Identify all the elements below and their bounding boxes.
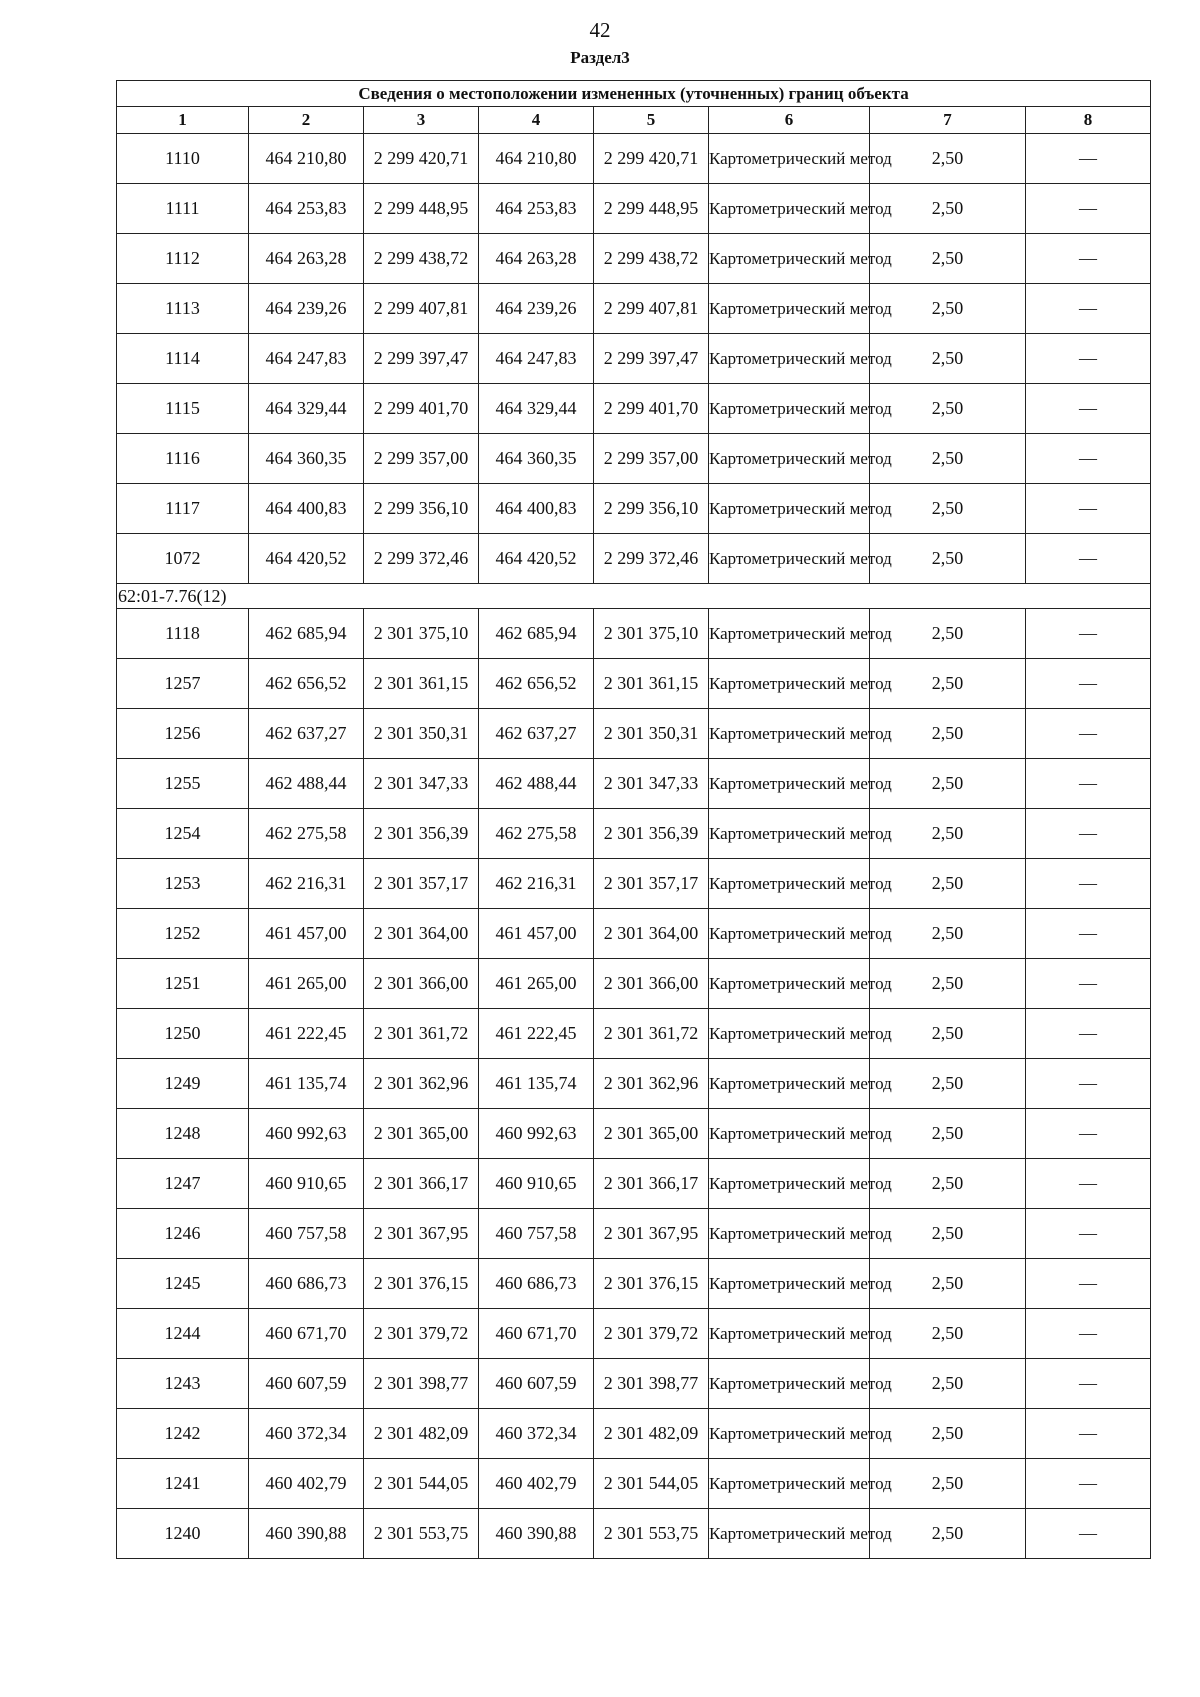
table-row	[117, 1359, 1151, 1409]
table-row	[117, 534, 1151, 584]
accuracy-cell: 2,50	[870, 234, 1026, 284]
accuracy-cell: 2,50	[870, 284, 1026, 334]
y-refined-cell: 2 301 366,17	[594, 1159, 709, 1209]
table-row	[117, 809, 1151, 859]
x-refined-cell: 464 263,28	[479, 234, 594, 284]
method-cell: Картометрический метод	[709, 1159, 870, 1209]
description-cell: —	[1026, 1059, 1151, 1109]
x-refined-cell: 464 360,35	[479, 434, 594, 484]
accuracy-cell: 2,50	[870, 434, 1026, 484]
x-existing-cell: 464 400,83	[249, 484, 364, 534]
x-existing-cell: 460 372,34	[249, 1409, 364, 1459]
method-cell: Картометрический метод	[709, 1459, 870, 1509]
y-refined-cell: 2 299 420,71	[594, 134, 709, 184]
column-header: 3	[364, 107, 479, 134]
description-cell: —	[1026, 1409, 1151, 1459]
y-refined-cell: 2 299 357,00	[594, 434, 709, 484]
accuracy-cell: 2,50	[870, 1459, 1026, 1509]
table-row	[117, 234, 1151, 284]
y-refined-cell: 2 299 448,95	[594, 184, 709, 234]
table-row	[117, 709, 1151, 759]
x-existing-cell: 464 247,83	[249, 334, 364, 384]
x-refined-cell: 462 488,44	[479, 759, 594, 809]
x-refined-cell: 464 247,83	[479, 334, 594, 384]
method-cell: Картометрический метод	[709, 759, 870, 809]
y-existing-cell: 2 299 372,46	[364, 534, 479, 584]
x-existing-cell: 460 671,70	[249, 1309, 364, 1359]
y-refined-cell: 2 301 375,10	[594, 609, 709, 659]
point-number-cell: 1245	[117, 1259, 249, 1309]
column-number-row	[117, 107, 1151, 134]
point-number-cell: 1111	[117, 184, 249, 234]
y-refined-cell: 2 299 372,46	[594, 534, 709, 584]
description-cell: —	[1026, 759, 1151, 809]
page-number: 42	[589, 18, 611, 42]
description-cell: —	[1026, 1159, 1151, 1209]
table-body	[117, 134, 1151, 1559]
accuracy-cell: 2,50	[870, 1009, 1026, 1059]
point-number-cell: 1250	[117, 1009, 249, 1059]
point-number-cell: 1255	[117, 759, 249, 809]
y-existing-cell: 2 301 362,96	[364, 1059, 479, 1109]
method-cell: Картометрический метод	[709, 1209, 870, 1259]
y-existing-cell: 2 301 366,00	[364, 959, 479, 1009]
x-existing-cell: 464 263,28	[249, 234, 364, 284]
section-title: Раздел3	[570, 48, 630, 67]
table-row	[117, 1509, 1151, 1559]
x-refined-cell: 462 275,58	[479, 809, 594, 859]
column-header: 6	[709, 107, 870, 134]
description-cell: —	[1026, 484, 1151, 534]
method-cell: Картометрический метод	[709, 659, 870, 709]
y-existing-cell: 2 301 379,72	[364, 1309, 479, 1359]
y-existing-cell: 2 301 364,00	[364, 909, 479, 959]
y-existing-cell: 2 299 401,70	[364, 384, 479, 434]
method-cell: Картометрический метод	[709, 234, 870, 284]
y-refined-cell: 2 301 364,00	[594, 909, 709, 959]
description-cell: —	[1026, 234, 1151, 284]
table-row	[117, 1109, 1151, 1159]
y-refined-cell: 2 301 366,00	[594, 959, 709, 1009]
x-existing-cell: 460 757,58	[249, 1209, 364, 1259]
x-existing-cell: 464 329,44	[249, 384, 364, 434]
accuracy-cell: 2,50	[870, 184, 1026, 234]
point-number-cell: 1116	[117, 434, 249, 484]
contour-group-row	[117, 584, 1151, 609]
description-cell: —	[1026, 1309, 1151, 1359]
point-number-cell: 1249	[117, 1059, 249, 1109]
accuracy-cell: 2,50	[870, 1159, 1026, 1209]
method-cell: Картометрический метод	[709, 809, 870, 859]
point-number-cell: 1248	[117, 1109, 249, 1159]
point-number-cell: 1072	[117, 534, 249, 584]
y-refined-cell: 2 301 361,15	[594, 659, 709, 709]
point-number-cell: 1252	[117, 909, 249, 959]
method-cell: Картометрический метод	[709, 384, 870, 434]
x-existing-cell: 460 992,63	[249, 1109, 364, 1159]
x-refined-cell: 461 222,45	[479, 1009, 594, 1059]
table-row	[117, 134, 1151, 184]
y-refined-cell: 2 299 397,47	[594, 334, 709, 384]
x-existing-cell: 464 210,80	[249, 134, 364, 184]
x-existing-cell: 464 420,52	[249, 534, 364, 584]
point-number-cell: 1113	[117, 284, 249, 334]
column-header: 7	[870, 107, 1026, 134]
x-refined-cell: 464 253,83	[479, 184, 594, 234]
y-existing-cell: 2 301 361,72	[364, 1009, 479, 1059]
x-existing-cell: 462 488,44	[249, 759, 364, 809]
description-cell: —	[1026, 909, 1151, 959]
accuracy-cell: 2,50	[870, 134, 1026, 184]
y-refined-cell: 2 301 356,39	[594, 809, 709, 859]
y-existing-cell: 2 301 365,00	[364, 1109, 479, 1159]
description-cell: —	[1026, 384, 1151, 434]
accuracy-cell: 2,50	[870, 759, 1026, 809]
accuracy-cell: 2,50	[870, 1409, 1026, 1459]
y-existing-cell: 2 299 356,10	[364, 484, 479, 534]
accuracy-cell: 2,50	[870, 1109, 1026, 1159]
y-refined-cell: 2 301 365,00	[594, 1109, 709, 1159]
column-header: 1	[117, 107, 249, 134]
method-cell: Картометрический метод	[709, 909, 870, 959]
column-header: 5	[594, 107, 709, 134]
description-cell: —	[1026, 534, 1151, 584]
description-cell: —	[1026, 609, 1151, 659]
x-refined-cell: 460 686,73	[479, 1259, 594, 1309]
y-refined-cell: 2 301 367,95	[594, 1209, 709, 1259]
y-refined-cell: 2 301 357,17	[594, 859, 709, 909]
x-refined-cell: 464 400,83	[479, 484, 594, 534]
x-refined-cell: 464 329,44	[479, 384, 594, 434]
x-refined-cell: 464 420,52	[479, 534, 594, 584]
method-cell: Картометрический метод	[709, 859, 870, 909]
point-number-cell: 1246	[117, 1209, 249, 1259]
table-row	[117, 1259, 1151, 1309]
table-row	[117, 1059, 1151, 1109]
x-refined-cell: 460 671,70	[479, 1309, 594, 1359]
method-cell: Картометрический метод	[709, 284, 870, 334]
point-number-cell: 1251	[117, 959, 249, 1009]
accuracy-cell: 2,50	[870, 609, 1026, 659]
x-existing-cell: 461 265,00	[249, 959, 364, 1009]
table-row	[117, 1159, 1151, 1209]
point-number-cell: 1240	[117, 1509, 249, 1559]
description-cell: —	[1026, 1209, 1151, 1259]
method-cell: Картометрический метод	[709, 1109, 870, 1159]
point-number-cell: 1242	[117, 1409, 249, 1459]
accuracy-cell: 2,50	[870, 484, 1026, 534]
point-number-cell: 1256	[117, 709, 249, 759]
table-row	[117, 1009, 1151, 1059]
x-existing-cell: 462 637,27	[249, 709, 364, 759]
x-refined-cell: 460 390,88	[479, 1509, 594, 1559]
x-refined-cell: 460 910,65	[479, 1159, 594, 1209]
y-refined-cell: 2 301 553,75	[594, 1509, 709, 1559]
boundary-coordinates-table	[116, 80, 1151, 1559]
column-header: 8	[1026, 107, 1151, 134]
x-existing-cell: 460 686,73	[249, 1259, 364, 1309]
description-cell: —	[1026, 1459, 1151, 1509]
x-existing-cell: 460 390,88	[249, 1509, 364, 1559]
description-cell: —	[1026, 1109, 1151, 1159]
accuracy-cell: 2,50	[870, 1209, 1026, 1259]
x-existing-cell: 464 253,83	[249, 184, 364, 234]
accuracy-cell: 2,50	[870, 659, 1026, 709]
method-cell: Картометрический метод	[709, 434, 870, 484]
table-row	[117, 609, 1151, 659]
method-cell: Картометрический метод	[709, 534, 870, 584]
method-cell: Картометрический метод	[709, 1309, 870, 1359]
y-refined-cell: 2 299 401,70	[594, 384, 709, 434]
x-existing-cell: 462 656,52	[249, 659, 364, 709]
x-refined-cell: 462 216,31	[479, 859, 594, 909]
description-cell: —	[1026, 1009, 1151, 1059]
x-refined-cell: 460 757,58	[479, 1209, 594, 1259]
table-row	[117, 384, 1151, 434]
method-cell: Картометрический метод	[709, 1359, 870, 1409]
y-refined-cell: 2 301 482,09	[594, 1409, 709, 1459]
y-refined-cell: 2 301 347,33	[594, 759, 709, 809]
method-cell: Картометрический метод	[709, 1059, 870, 1109]
accuracy-cell: 2,50	[870, 809, 1026, 859]
table-row	[117, 184, 1151, 234]
x-refined-cell: 461 135,74	[479, 1059, 594, 1109]
x-refined-cell: 464 210,80	[479, 134, 594, 184]
description-cell: —	[1026, 709, 1151, 759]
x-existing-cell: 462 685,94	[249, 609, 364, 659]
accuracy-cell: 2,50	[870, 1509, 1026, 1559]
method-cell: Картометрический метод	[709, 134, 870, 184]
y-existing-cell: 2 301 398,77	[364, 1359, 479, 1409]
point-number-cell: 1241	[117, 1459, 249, 1509]
point-number-cell: 1244	[117, 1309, 249, 1359]
description-cell: —	[1026, 334, 1151, 384]
point-number-cell: 1112	[117, 234, 249, 284]
table-row	[117, 859, 1151, 909]
point-number-cell: 1243	[117, 1359, 249, 1409]
x-existing-cell: 462 275,58	[249, 809, 364, 859]
method-cell: Картометрический метод	[709, 709, 870, 759]
y-existing-cell: 2 299 438,72	[364, 234, 479, 284]
accuracy-cell: 2,50	[870, 959, 1026, 1009]
x-existing-cell: 464 360,35	[249, 434, 364, 484]
method-cell: Картометрический метод	[709, 1259, 870, 1309]
method-cell: Картометрический метод	[709, 609, 870, 659]
method-cell: Картометрический метод	[709, 484, 870, 534]
point-number-cell: 1114	[117, 334, 249, 384]
table-row	[117, 759, 1151, 809]
y-existing-cell: 2 301 366,17	[364, 1159, 479, 1209]
accuracy-cell: 2,50	[870, 334, 1026, 384]
description-cell: —	[1026, 1509, 1151, 1559]
y-existing-cell: 2 299 448,95	[364, 184, 479, 234]
accuracy-cell: 2,50	[870, 1259, 1026, 1309]
point-number-cell: 1115	[117, 384, 249, 434]
y-refined-cell: 2 301 362,96	[594, 1059, 709, 1109]
y-existing-cell: 2 301 376,15	[364, 1259, 479, 1309]
x-refined-cell: 464 239,26	[479, 284, 594, 334]
x-refined-cell: 461 457,00	[479, 909, 594, 959]
table-row	[117, 1459, 1151, 1509]
accuracy-cell: 2,50	[870, 1309, 1026, 1359]
method-cell: Картометрический метод	[709, 334, 870, 384]
point-number-cell: 1253	[117, 859, 249, 909]
y-refined-cell: 2 299 438,72	[594, 234, 709, 284]
method-cell: Картометрический метод	[709, 959, 870, 1009]
accuracy-cell: 2,50	[870, 859, 1026, 909]
description-cell: —	[1026, 134, 1151, 184]
accuracy-cell: 2,50	[870, 709, 1026, 759]
y-existing-cell: 2 301 367,95	[364, 1209, 479, 1259]
y-refined-cell: 2 301 398,77	[594, 1359, 709, 1409]
x-refined-cell: 462 685,94	[479, 609, 594, 659]
y-existing-cell: 2 301 482,09	[364, 1409, 479, 1459]
point-number-cell: 1247	[117, 1159, 249, 1209]
y-refined-cell: 2 299 407,81	[594, 284, 709, 334]
x-existing-cell: 461 222,45	[249, 1009, 364, 1059]
accuracy-cell: 2,50	[870, 534, 1026, 584]
y-existing-cell: 2 299 420,71	[364, 134, 479, 184]
x-existing-cell: 464 239,26	[249, 284, 364, 334]
table-caption: Сведения о местоположении измененных (уточненных) границ объекта	[117, 81, 1151, 107]
table-row	[117, 334, 1151, 384]
accuracy-cell: 2,50	[870, 384, 1026, 434]
method-cell: Картометрический метод	[709, 1409, 870, 1459]
table-row	[117, 909, 1151, 959]
x-existing-cell: 460 402,79	[249, 1459, 364, 1509]
column-header: 4	[479, 107, 594, 134]
table-row	[117, 1309, 1151, 1359]
method-cell: Картометрический метод	[709, 184, 870, 234]
table-caption-row	[117, 81, 1151, 107]
point-number-cell: 1257	[117, 659, 249, 709]
y-existing-cell: 2 301 544,05	[364, 1459, 479, 1509]
description-cell: —	[1026, 959, 1151, 1009]
description-cell: —	[1026, 859, 1151, 909]
x-refined-cell: 460 402,79	[479, 1459, 594, 1509]
table-row	[117, 284, 1151, 334]
y-existing-cell: 2 301 350,31	[364, 709, 479, 759]
table-row	[117, 484, 1151, 534]
table-row	[117, 1409, 1151, 1459]
point-number-cell: 1254	[117, 809, 249, 859]
x-existing-cell: 460 910,65	[249, 1159, 364, 1209]
y-refined-cell: 2 301 376,15	[594, 1259, 709, 1309]
y-existing-cell: 2 301 553,75	[364, 1509, 479, 1559]
point-number-cell: 1110	[117, 134, 249, 184]
description-cell: —	[1026, 184, 1151, 234]
table-row	[117, 659, 1151, 709]
x-refined-cell: 460 607,59	[479, 1359, 594, 1409]
description-cell: —	[1026, 434, 1151, 484]
y-refined-cell: 2 299 356,10	[594, 484, 709, 534]
y-existing-cell: 2 301 356,39	[364, 809, 479, 859]
y-existing-cell: 2 301 375,10	[364, 609, 479, 659]
y-existing-cell: 2 299 357,00	[364, 434, 479, 484]
y-existing-cell: 2 301 361,15	[364, 659, 479, 709]
method-cell: Картометрический метод	[709, 1009, 870, 1059]
y-existing-cell: 2 299 407,81	[364, 284, 479, 334]
x-existing-cell: 461 457,00	[249, 909, 364, 959]
table-row	[117, 1209, 1151, 1259]
description-cell: —	[1026, 1359, 1151, 1409]
x-refined-cell: 462 637,27	[479, 709, 594, 759]
table-row	[117, 434, 1151, 484]
y-existing-cell: 2 301 347,33	[364, 759, 479, 809]
y-refined-cell: 2 301 350,31	[594, 709, 709, 759]
accuracy-cell: 2,50	[870, 909, 1026, 959]
x-existing-cell: 462 216,31	[249, 859, 364, 909]
x-refined-cell: 460 372,34	[479, 1409, 594, 1459]
x-existing-cell: 460 607,59	[249, 1359, 364, 1409]
description-cell: —	[1026, 659, 1151, 709]
column-header: 2	[249, 107, 364, 134]
x-existing-cell: 461 135,74	[249, 1059, 364, 1109]
x-refined-cell: 461 265,00	[479, 959, 594, 1009]
accuracy-cell: 2,50	[870, 1059, 1026, 1109]
x-refined-cell: 460 992,63	[479, 1109, 594, 1159]
accuracy-cell: 2,50	[870, 1359, 1026, 1409]
x-refined-cell: 462 656,52	[479, 659, 594, 709]
y-existing-cell: 2 301 357,17	[364, 859, 479, 909]
method-cell: Картометрический метод	[709, 1509, 870, 1559]
y-refined-cell: 2 301 544,05	[594, 1459, 709, 1509]
contour-label: 62:01-7.76(12)	[117, 584, 1151, 609]
y-refined-cell: 2 301 361,72	[594, 1009, 709, 1059]
y-existing-cell: 2 299 397,47	[364, 334, 479, 384]
description-cell: —	[1026, 809, 1151, 859]
point-number-cell: 1118	[117, 609, 249, 659]
y-refined-cell: 2 301 379,72	[594, 1309, 709, 1359]
point-number-cell: 1117	[117, 484, 249, 534]
table-row	[117, 959, 1151, 1009]
description-cell: —	[1026, 284, 1151, 334]
description-cell: —	[1026, 1259, 1151, 1309]
